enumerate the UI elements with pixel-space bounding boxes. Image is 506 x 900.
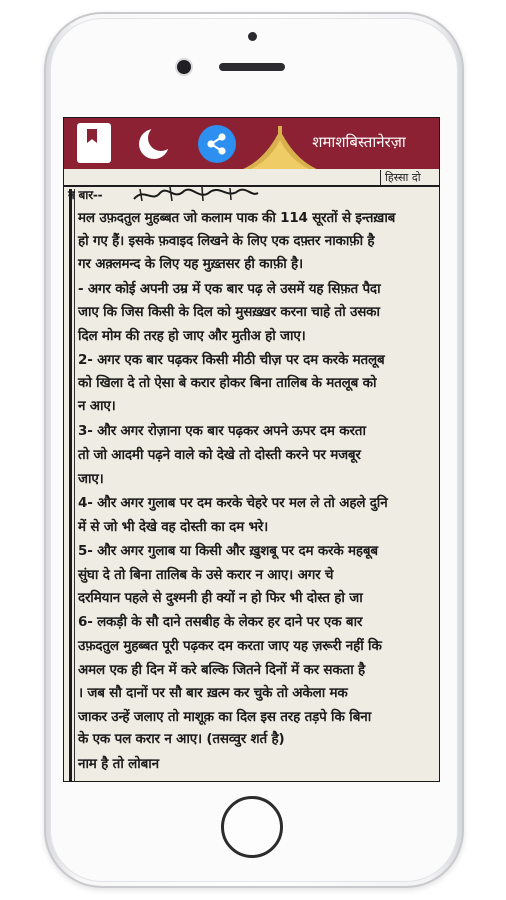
text-line: 2- अगर एक बार पढ़कर किसी मीठी चीज़ पर दम करके मतलूब — [78, 352, 385, 368]
page-border-inner — [74, 189, 75, 782]
text-line: जाए कि जिस किसी के दिल को मुसख़्ख़र करना चाहे तो उसका — [78, 304, 380, 320]
text-line: दिल मोम की तरह हो जाए और मुतीअ हो जाए। — [78, 328, 306, 344]
earpiece-speaker — [219, 63, 285, 71]
bookmark-icon — [87, 129, 97, 143]
text-line: जाकर उन्हें जलाए तो माशूक़ का दिल इस तरह तड़पे कि बिना — [78, 709, 372, 725]
app-title: शमाशबिस्तानेरज़ा — [312, 133, 406, 151]
text-line: 3- और अगर रोज़ाना एक बार पढ़कर अपने ऊपर दम करता — [78, 423, 366, 439]
proximity-sensor — [248, 32, 257, 41]
text-line: उफ़दतुल मुहब्बत पूरी पढ़कर दम करता जाए यह ज़रूरी नहीं कि — [78, 638, 382, 654]
text-line: तो जो आदमी पढ़ने वाले को देखे तो दोस्ती करने पर मजबूर — [78, 447, 361, 463]
page-border — [69, 189, 72, 782]
front-camera — [177, 60, 191, 74]
page-heading: न बार-- — [68, 188, 103, 202]
text-line: दरमियान पहले से दुश्मनी ही क्यों न हो फिर भी दोस्त हो जा — [78, 590, 363, 606]
text-line: हो गए हैं। इसके फ़वाइद लिखने के लिए एक दफ़्तर नाकाफ़ी है — [78, 233, 375, 249]
text-line: को खिला दे तो ऐसा बे करार होकर बिना तालिब के मतलूब को — [78, 375, 377, 391]
page-section-label: हिस्सा दो — [380, 170, 421, 185]
text-line: के एक पल करार न आए। (तसव्वुर शर्त है) — [78, 731, 285, 747]
moon-icon[interactable] — [134, 124, 174, 164]
text-line: मल उफ़दतुल मुहब्बत जो कलाम पाक की 114 सूरतों से इन्तख़ाब — [78, 210, 396, 226]
text-line: सुंघा दे तो बिना तालिब के उसे करार न आए। अगर चे — [78, 567, 334, 583]
text-line: जाए। — [78, 471, 104, 487]
bookmark-button[interactable] — [77, 123, 111, 163]
app-toolbar — [64, 118, 440, 169]
share-button[interactable] — [198, 125, 236, 163]
app-screen — [63, 117, 440, 782]
text-line: गर अक़्लमन्द के लिए यह मुख़्तसर ही काफ़ी है। — [78, 256, 303, 272]
share-icon — [198, 125, 236, 163]
text-line: में से जो भी देखे वह दोस्ती का दम भरे। — [78, 519, 269, 535]
text-line: । जब सौ दानों पर सौ बार ख़त्म कर चुके तो अकेला मक — [78, 685, 348, 701]
text-line: 6- लकड़ी के सौ दाने तसबीह के लेकर हर दाने पर एक बार — [78, 614, 363, 630]
arabic-calligraphy — [130, 183, 260, 205]
text-line: 4- और अगर गुलाब पर दम करके चेहरे पर मल ले तो अहले दुनि — [78, 495, 388, 511]
text-line: - अगर कोई अपनी उम्र में एक बार पढ़ ले उसमें यह सिफ़त पैदा — [78, 281, 381, 297]
text-line: न आए। — [78, 398, 116, 414]
text-line: अमल एक ही दिन में करे बल्कि जितने दिनों में कर सकता है — [78, 662, 365, 678]
text-line: 5- और अगर गुलाब या किसी और ख़ुशबू पर दम करके महबूब — [78, 543, 378, 559]
book-page — [64, 169, 440, 782]
text-line: नाम है तो लोबान — [78, 756, 159, 772]
home-button[interactable] — [221, 796, 283, 858]
